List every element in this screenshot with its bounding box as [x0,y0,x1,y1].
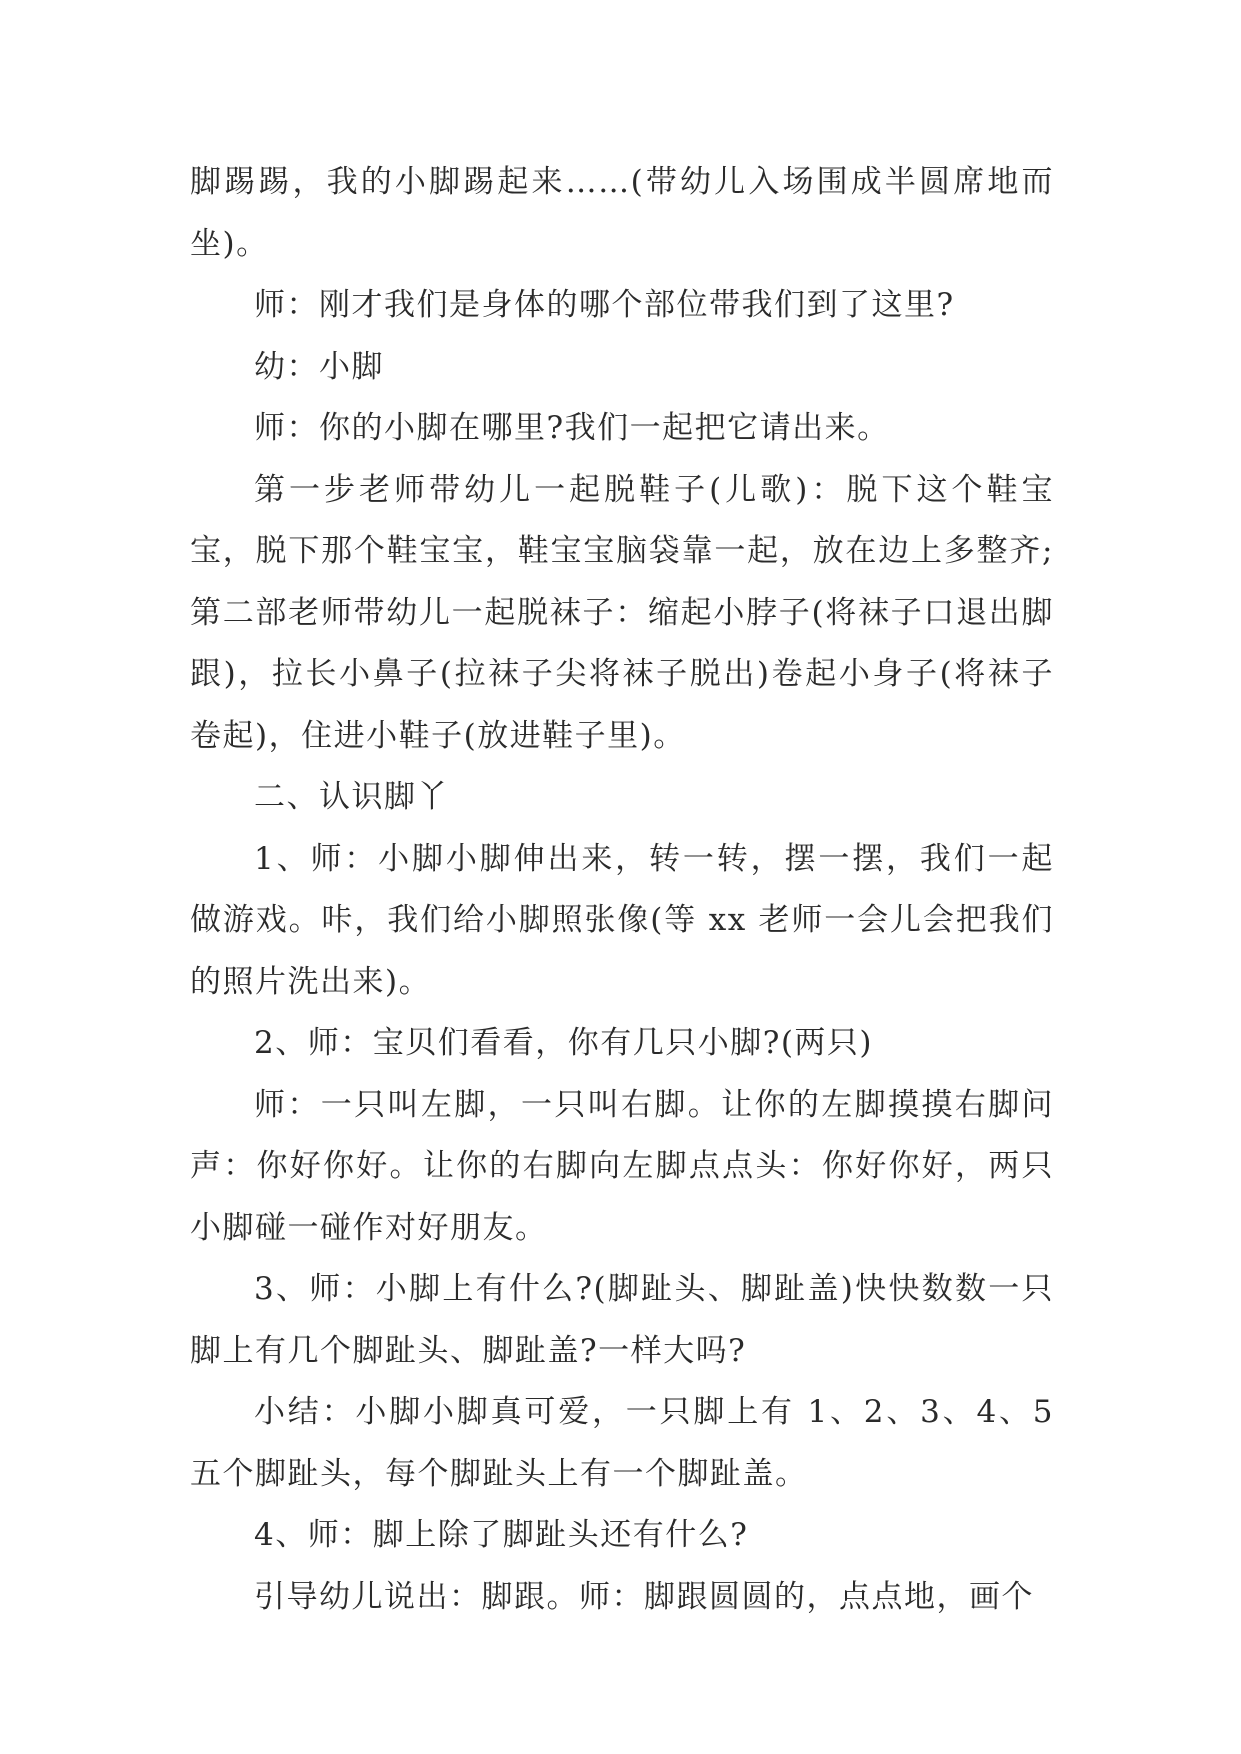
paragraph: 师：刚才我们是身体的哪个部位带我们到了这里? [254,287,955,323]
paragraph: 小结：小脚小脚真可爱，一只脚上有 1、2、3、4、5 五个脚趾头，每个脚趾头上有一个脚趾盖。 [190,1394,1054,1492]
paragraph: 引导幼儿说出：脚跟。师：脚跟圆圆的，点点地，画个 [254,1578,1034,1615]
section-heading: 二、认识脚丫 [254,779,449,815]
paragraph: 师：你的小脚在哪里?我们一起把它请出来。 [254,410,890,446]
paragraph: 3、师：小脚上有什么?(脚趾头、脚趾盖)快快数数一只脚上有几个脚趾头、脚趾盖?一样大吗? [190,1271,1054,1369]
paragraph: 幼：小脚 [254,348,384,385]
paragraph: 2、师：宝贝们看看，你有几只小脚?(两只) [254,1025,874,1061]
paragraph: 第一步老师带幼儿一起脱鞋子(儿歌)：脱下这个鞋宝宝，脱下那个鞋宝宝，鞋宝宝脑袋靠一起，放在边上多整齐;第二部老师带幼儿一起脱袜子：缩起小脖子(将袜子口退出脚跟)，拉长小鼻子(拉袜子尖将袜子脱出)卷起小身子(将袜子卷起)，住进小鞋子(放进鞋子里)。 [190,471,1054,754]
paragraph: 4、师：脚上除了脚趾头还有什么? [254,1517,749,1553]
paragraph: 脚踢踢，我的小脚踢起来……(带幼儿入场围成半圆席地而坐)。 [190,164,1054,262]
paragraph: 1、师：小脚小脚伸出来，转一转，摆一摆，我们一起做游戏。咔，我们给小脚照张像(等 xx 老师一会儿会把我们的照片洗出来)。 [190,840,1054,1000]
paragraph: 师：一只叫左脚，一只叫右脚。让你的左脚摸摸右脚问声：你好你好。让你的右脚向左脚点点头：你好你好，两只小脚碰一碰作对好朋友。 [190,1086,1054,1246]
document-body [190,152,1054,1628]
